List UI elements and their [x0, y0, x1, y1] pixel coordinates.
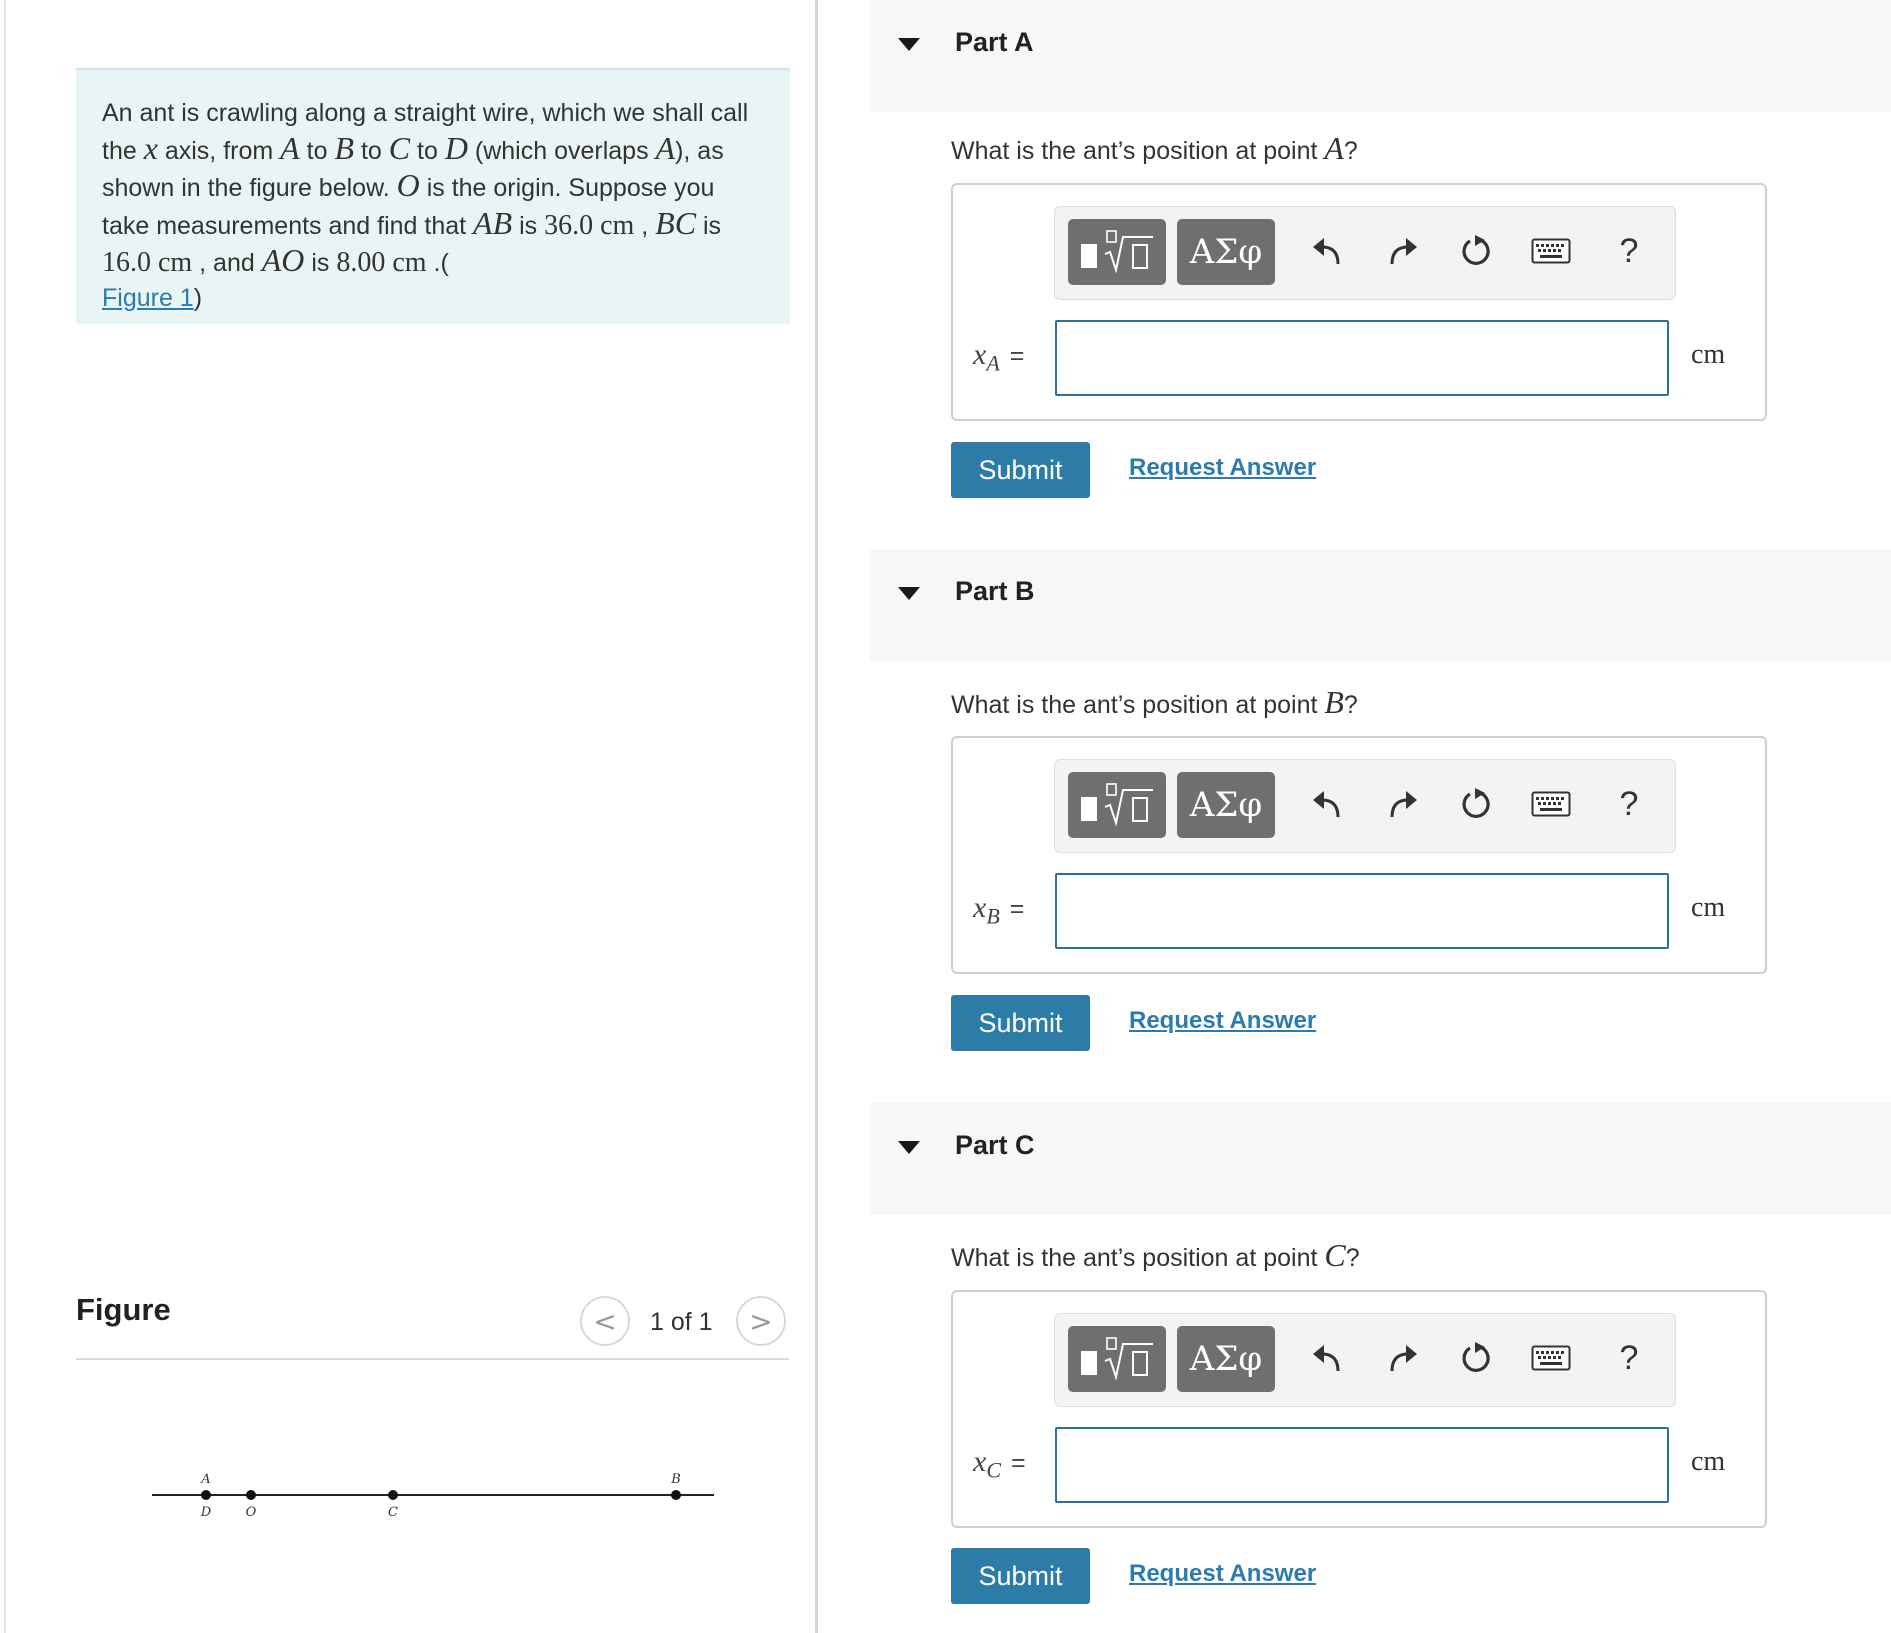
question-text [951, 130, 1358, 167]
part-title: Part A [955, 27, 1034, 57]
math-var: AO [261, 242, 305, 278]
answer-box [951, 736, 1767, 974]
var-subscript: A [986, 350, 1000, 376]
var-subscript: C [986, 1457, 1002, 1483]
help-icon[interactable]: ? [1619, 784, 1639, 823]
math-value: 36.0 cm [544, 209, 635, 241]
problem-text: , and [192, 249, 262, 277]
question-suffix: ? [1345, 1244, 1360, 1272]
math-var: BC [655, 204, 697, 241]
question-point: B [1324, 684, 1344, 720]
math-var: AB [473, 204, 513, 241]
equals-sign: = [1011, 1449, 1026, 1477]
reset-icon[interactable] [1454, 782, 1498, 826]
label-a: A [201, 1472, 211, 1487]
var-symbol: x [973, 338, 987, 371]
left-edge-border [4, 0, 6, 1633]
label-b: B [671, 1472, 681, 1487]
problem-text: , [634, 211, 656, 240]
figure-prev-button[interactable] [580, 1296, 630, 1346]
reset-icon[interactable] [1454, 1336, 1498, 1380]
part-a-header[interactable] [870, 0, 1891, 112]
unit-label: cm [1691, 1446, 1726, 1477]
problem-text: An ant is crawling along a straight wire, which we shall call the [102, 99, 749, 165]
part-b-header[interactable] [870, 549, 1891, 661]
part-title: Part B [955, 576, 1035, 606]
part-title: Part C [955, 1130, 1035, 1160]
templates-button[interactable] [1068, 772, 1166, 838]
keyboard-icon[interactable] [1529, 229, 1573, 273]
problem-text: to [410, 136, 445, 165]
variable-label [973, 1445, 1026, 1484]
point-c-dot [388, 1490, 398, 1500]
problem-text: is the origin. Suppose you take measurements and find that [102, 174, 715, 240]
problem-text: ), as shown in the figure below. [102, 136, 724, 202]
question-prefix: What is the ant’s position at point [951, 137, 1325, 165]
reset-icon[interactable] [1454, 229, 1498, 273]
equals-sign: = [1009, 342, 1025, 370]
point-b-dot [671, 1490, 681, 1500]
point-o-dot [246, 1490, 256, 1500]
math-toolbar [1054, 759, 1676, 853]
math-var: D [444, 129, 468, 166]
templates-icon [1077, 780, 1157, 830]
question-text [951, 1237, 1360, 1274]
chevron-left-icon: < [593, 1304, 617, 1338]
undo-icon[interactable] [1305, 229, 1349, 273]
problem-text: ) [193, 283, 203, 312]
submit-button[interactable]: Submit [951, 995, 1090, 1051]
question-suffix: ? [1343, 691, 1358, 719]
question-point: C [1324, 1237, 1346, 1273]
var-symbol: x [973, 1445, 987, 1478]
figure-title: Figure [76, 1292, 171, 1327]
help-icon[interactable]: ? [1619, 1338, 1639, 1377]
column-divider [815, 0, 818, 1633]
figure-counter: 1 of 1 [650, 1308, 713, 1336]
greek-symbols-button[interactable]: ΑΣφ [1177, 219, 1275, 285]
math-var: A [655, 129, 676, 166]
undo-icon[interactable] [1305, 1336, 1349, 1380]
templates-button[interactable] [1068, 219, 1166, 285]
greek-symbols-button[interactable]: ΑΣφ [1177, 772, 1275, 838]
redo-icon[interactable] [1381, 229, 1425, 273]
submit-button[interactable]: Submit [951, 442, 1090, 498]
templates-icon [1077, 1334, 1157, 1384]
problem-text: is [512, 211, 545, 240]
math-var: C [388, 129, 411, 166]
request-answer-link[interactable]: Request Answer [1129, 1007, 1317, 1034]
question-point: A [1324, 130, 1344, 166]
keyboard-icon[interactable] [1529, 782, 1573, 826]
math-var: x [143, 129, 158, 166]
var-subscript: B [986, 903, 1000, 929]
help-icon[interactable]: ? [1619, 231, 1639, 270]
math-value: 16.0 cm [102, 247, 193, 278]
var-symbol: x [973, 891, 987, 924]
math-var: O [396, 167, 420, 203]
collapse-triangle-icon[interactable] [898, 587, 920, 600]
redo-icon[interactable] [1381, 1336, 1425, 1380]
figure-link[interactable]: Figure 1 [102, 283, 194, 312]
question-text [951, 684, 1358, 721]
chevron-right-icon: > [749, 1304, 773, 1338]
variable-label [973, 338, 1024, 377]
undo-icon[interactable] [1305, 782, 1349, 826]
figure-next-button[interactable] [736, 1296, 786, 1346]
problem-statement [76, 68, 790, 324]
figure-divider [76, 1358, 789, 1360]
problem-text: axis, from [157, 136, 281, 165]
problem-text: is [696, 211, 722, 240]
math-toolbar [1054, 1313, 1676, 1407]
redo-icon[interactable] [1381, 782, 1425, 826]
unit-label: cm [1691, 892, 1726, 923]
unit-label: cm [1691, 339, 1726, 370]
point-a-dot [201, 1490, 211, 1500]
question-prefix: What is the ant’s position at point [951, 1244, 1325, 1272]
figure-diagram [140, 1460, 740, 1540]
problem-text: is [304, 249, 337, 277]
answer-input[interactable] [1055, 320, 1669, 396]
templates-button[interactable] [1068, 1326, 1166, 1392]
label-c: C [388, 1505, 398, 1520]
collapse-triangle-icon[interactable] [898, 38, 920, 51]
collapse-triangle-icon[interactable] [898, 1141, 920, 1154]
label-o: O [245, 1505, 257, 1520]
part-c-header[interactable] [870, 1103, 1891, 1215]
question-suffix: ? [1343, 137, 1358, 165]
problem-text: to [354, 136, 389, 165]
greek-symbols-button[interactable]: ΑΣφ [1177, 1326, 1275, 1392]
variable-label [973, 891, 1024, 930]
math-value: 8.00 cm [336, 247, 427, 278]
answer-input[interactable] [1055, 873, 1669, 949]
equals-sign: = [1009, 895, 1025, 923]
problem-text: .( [426, 249, 449, 277]
math-var: A [280, 129, 300, 166]
request-answer-link[interactable]: Request Answer [1129, 454, 1317, 481]
templates-icon [1077, 227, 1157, 277]
label-d: D [200, 1505, 212, 1520]
answer-box [951, 183, 1767, 421]
keyboard-icon[interactable] [1529, 1336, 1573, 1380]
math-toolbar [1054, 206, 1676, 300]
answer-input[interactable] [1055, 1427, 1669, 1503]
submit-button[interactable]: Submit [951, 1548, 1090, 1604]
problem-text: to [299, 136, 335, 165]
answer-box [951, 1290, 1767, 1528]
problem-text: (which overlaps [467, 136, 656, 165]
question-prefix: What is the ant’s position at point [951, 691, 1325, 719]
math-var: B [334, 129, 354, 166]
request-answer-link[interactable]: Request Answer [1129, 1560, 1317, 1587]
